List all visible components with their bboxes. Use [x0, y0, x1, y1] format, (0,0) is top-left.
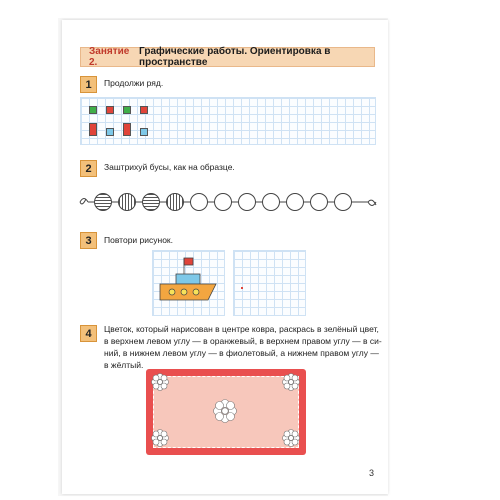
bead-empty[interactable] [310, 193, 328, 211]
bead-empty[interactable] [334, 193, 352, 211]
bead-empty[interactable] [286, 193, 304, 211]
pattern-square-red [140, 106, 148, 114]
pattern-square-green [123, 106, 131, 114]
bead-empty[interactable] [238, 193, 256, 211]
pattern-rect-red [89, 123, 97, 136]
task-3-badge: 3 [80, 232, 97, 249]
bead-horizontal-hatch [94, 193, 112, 211]
pattern-square-blue [140, 128, 148, 136]
task-3-copy-grid[interactable] [233, 250, 306, 316]
bead-empty[interactable] [214, 193, 232, 211]
start-point-dot [241, 287, 243, 289]
task-4-line-2: в верхнем левом углу — в оранжевый, в верхнем правом углу — в си- [104, 336, 382, 346]
flower-bottom-right[interactable] [282, 429, 300, 447]
task-1-grid[interactable] [80, 97, 376, 145]
task-4-line-3: ний, в нижнем левом углу — в фиолетовый, а нижнем правом углу — [104, 348, 379, 358]
task-2-text: Заштрихуй бусы, как на образце. [104, 162, 235, 172]
task-4-badge: 4 [80, 325, 97, 342]
bead-horizontal-hatch [142, 193, 160, 211]
pattern-rect-red [123, 123, 131, 136]
lesson-number: Занятие 2. [89, 46, 130, 68]
flower-center[interactable] [213, 399, 237, 423]
bead-vertical-hatch [118, 193, 136, 211]
flower-bottom-left[interactable] [151, 429, 169, 447]
bead-empty[interactable] [262, 193, 280, 211]
task-4-line-4: в жёлтый. [104, 360, 144, 370]
pattern-square-green [89, 106, 97, 114]
task-2-badge: 2 [80, 160, 97, 177]
lesson-title: Графические работы. Ориентировка в пространстве [139, 46, 331, 68]
boat-drawing [152, 250, 225, 316]
flower-top-right[interactable] [282, 373, 300, 391]
page-number: 3 [369, 468, 375, 478]
bead-vertical-hatch [166, 193, 184, 211]
task-3-text: Повтори рисунок. [104, 235, 174, 245]
pattern-square-blue [106, 128, 114, 136]
flower-top-left[interactable] [151, 373, 169, 391]
task-4-line-1: Цветок, который нарисован в центре ковра, раскрась в зелёный цвет, [104, 324, 379, 334]
bead-empty[interactable] [190, 193, 208, 211]
task-1-badge: 1 [80, 76, 97, 93]
lesson-banner [80, 47, 375, 67]
pattern-square-red [106, 106, 114, 114]
task-1-text: Продолжи ряд. [104, 78, 164, 88]
